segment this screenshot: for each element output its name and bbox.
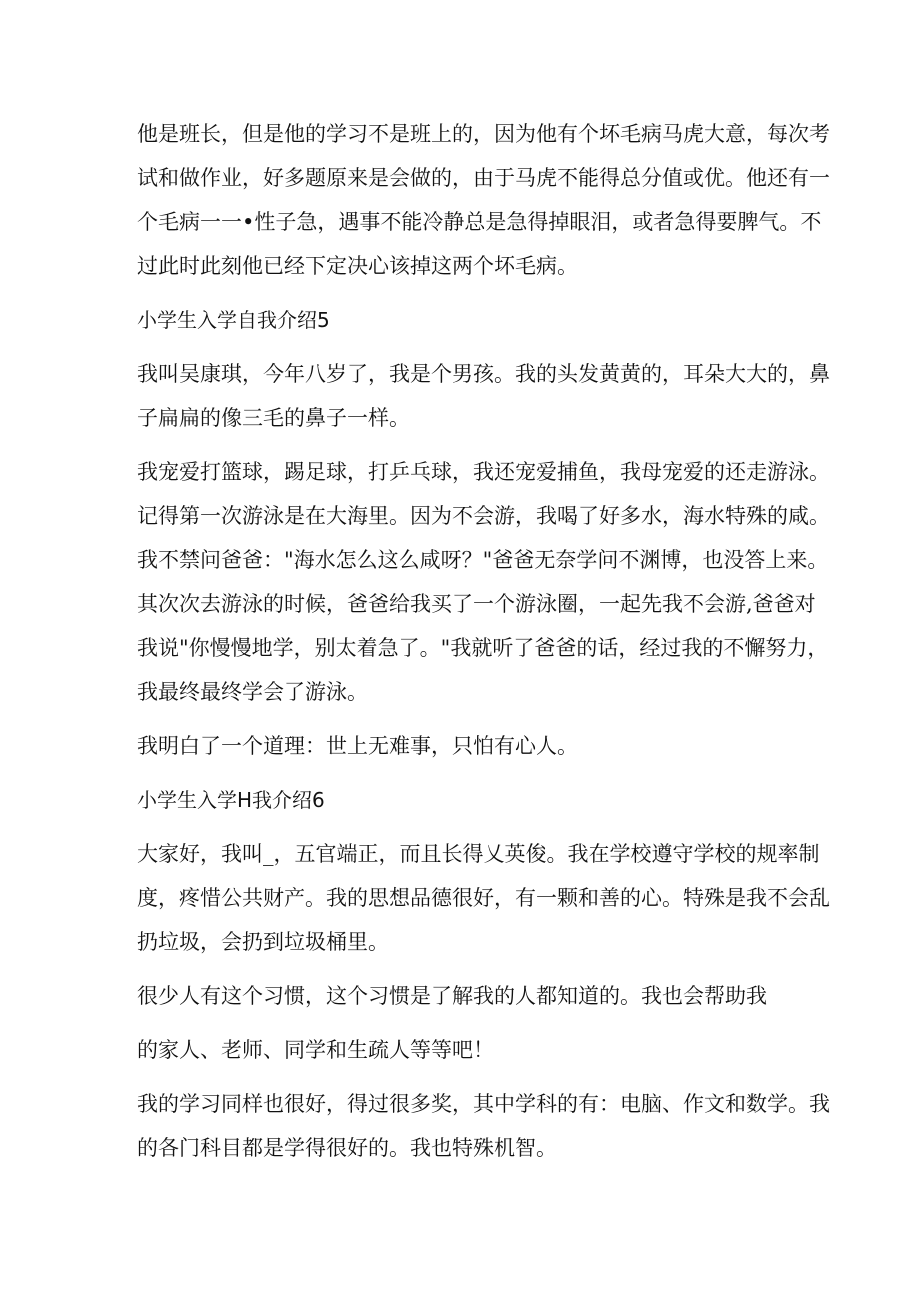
text-line: 我宠爱打篮球，踢足球，打乒乓球，我还宠爱捕鱼，我母宠爱的还走游泳。: [137, 460, 830, 484]
text-line: 我明白了一个道理：世上无难事，只怕有心人。: [137, 734, 578, 758]
text-line: 他是班长，但是他的学习不是班上的，因为他有个坏毛病马虎大意，每次考: [137, 122, 830, 146]
text-line: 我叫吴康琪，今年八岁了，我是个男孩。我的头发黄黄的，耳朵大大的，鼻: [137, 362, 830, 386]
text-line: 我不禁问爸爸："海水怎么这么咸呀？"爸爸无奈学问不渊博，也没答上来。: [137, 548, 829, 572]
paragraph: [137, 832, 830, 964]
section-heading: 小学生入学H我介绍6: [137, 788, 325, 812]
text-line: 记得第一次游泳是在大海里。因为不会游，我喝了好多水，海水特殊的咸。: [137, 504, 830, 528]
text-line: 扔垃圾，会扔到垃圾桶里。: [137, 930, 389, 954]
text-line: 个毛病一一•性子急，遇事不能冷静总是急得掉眼泪，或者急得要脾气。不: [137, 210, 822, 234]
paragraph: [137, 352, 830, 440]
paragraph: [137, 1028, 797, 1072]
paragraph: [137, 1082, 830, 1170]
paragraph: [137, 974, 797, 1018]
text-line: 试和做作业，好多题原来是会做的，由于马虎不能得总分值或优。他还有一: [137, 166, 830, 190]
text-line: 其次次去游泳的时候，爸爸给我买了一个游泳圈，一起先我不会游,爸爸对: [137, 592, 816, 616]
text-line: 的家人、老师、同学和生疏人等等吧！: [137, 1038, 494, 1062]
text-line: 的各门科目都是学得很好的。我也特殊机智。: [137, 1136, 557, 1160]
paragraph: [137, 112, 830, 288]
text-line: 很少人有这个习惯，这个习惯是了解我的人都知道的。我也会帮助我: [137, 984, 767, 1008]
paragraph: [137, 450, 830, 714]
section-heading: 小学生入学自我介绍5: [137, 308, 330, 332]
text-line: 子扁扁的像三毛的鼻子一样。: [137, 406, 410, 430]
text-line: 过此时此刻他已经下定决心该掉这两个坏毛病。: [137, 254, 578, 278]
text-line: 我的学习同样也很好，得过很多奖，其中学科的有：电脑、作文和数学。我: [137, 1092, 830, 1116]
text-line: 我说"你慢慢地学，别太着急了。"我就听了爸爸的话，经过我的不懈努力，: [137, 636, 829, 660]
text-line: 我最终最终学会了游泳。: [137, 680, 368, 704]
paragraph: [137, 724, 797, 768]
document-body: [137, 112, 830, 1170]
text-line: 度，疼惜公共财产。我的思想品德很好，有一颗和善的心。特殊是我不会乱: [137, 886, 830, 910]
text-line: 大家好，我叫_，五官端正，而且长得乂英俊。我在学校遵守学校的规率制: [137, 842, 820, 866]
